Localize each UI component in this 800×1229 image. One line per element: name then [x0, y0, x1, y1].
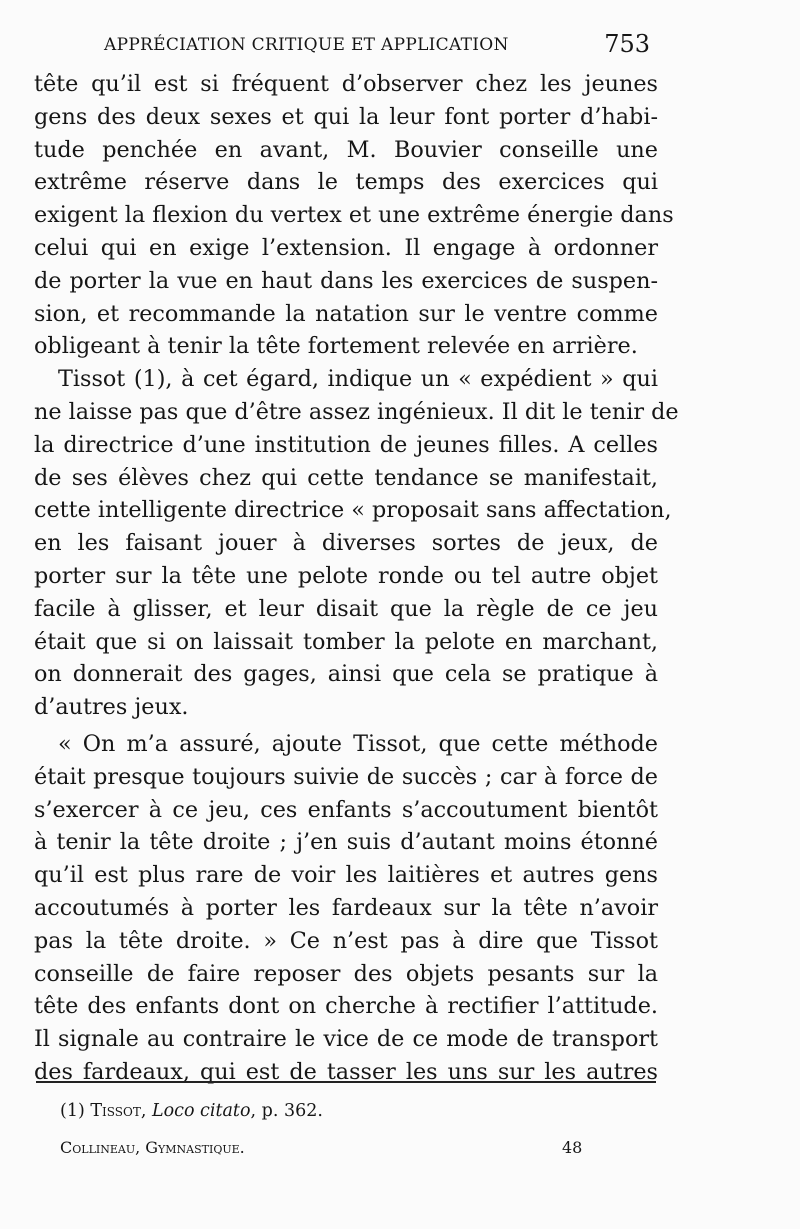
text-line: tête qu’il est si fréquent d’observer chez les jeunes: [34, 71, 658, 97]
text-line: était presque toujours suivie de succès ; car à force de: [34, 763, 658, 790]
sheet-number: 48: [562, 1138, 583, 1157]
text-line: s’exercer à ce jeu, ces enfants s’accoutument bientôt: [34, 796, 658, 823]
text-line: en les faisant jouer à diverses sortes de jeux, de: [34, 530, 658, 557]
text-line: d’autres jeux.: [34, 694, 189, 721]
text-line: pas la tête droite. » Ce n’est pas à dire que Tissot: [34, 927, 658, 954]
text-line: Il signale au contraire le vice de ce mode de transport: [34, 1026, 658, 1053]
running-title: APPRÉCIATION CRITIQUE ET APPLICATION: [104, 35, 509, 55]
printer-signature: Collineau, Gymnastique.: [60, 1138, 245, 1157]
footnote-page: , p. 362.: [250, 1101, 323, 1121]
text-line: des fardeaux, qui est de tasser les uns sur les autres: [34, 1058, 658, 1085]
footnote-marker: (1): [60, 1101, 91, 1121]
text-line: de porter la vue en haut dans les exercices de suspen-: [34, 267, 658, 294]
paragraph-first-line: Tissot (1), à cet égard, indique un « expédient » qui: [58, 366, 658, 393]
text-line: on donnerait des gages, ainsi que cela se pratique à: [34, 661, 658, 688]
text-line: facile à glisser, et leur disait que la règle de ce jeu: [34, 595, 658, 622]
body-text: [34, 68, 679, 1089]
text-line: celui qui en exige l’extension. Il engage à ordonner: [34, 234, 658, 261]
page-number: 753: [604, 30, 650, 58]
text-line: la directrice d’une institution de jeunes filles. A celles: [34, 431, 658, 458]
text-line: cette intelligente directrice « proposait sans affectation,: [34, 497, 672, 524]
footnote-author: Tissot: [90, 1101, 141, 1121]
text-line: obligeant à tenir la tête fortement relevée en arrière.: [34, 333, 638, 360]
text-line: extrême réserve dans le temps des exercices qui: [34, 169, 658, 196]
text-line: de ses élèves chez qui cette tendance se manifestait,: [34, 464, 658, 491]
paragraph-first-line: « On m’a assuré, ajoute Tissot, que cette méthode: [58, 730, 658, 757]
text-line: exigent la flexion du vertex et une extrême énergie dans: [34, 202, 674, 229]
text-line: gens des deux sexes et qui la leur font porter d’habi-: [34, 103, 658, 130]
running-head: [36, 30, 650, 62]
text-line: à tenir la tête droite ; j’en suis d’autant moins étonné: [34, 829, 658, 856]
text-line: était que si on laissait tomber la pelote en marchant,: [34, 628, 658, 655]
text-line: tête des enfants dont on cherche à rectifier l’attitude.: [34, 993, 658, 1020]
footnote-work: Loco citato: [152, 1101, 251, 1121]
text-line: ne laisse pas que d’être assez ingénieux. Il dit le tenir de: [34, 398, 679, 425]
footnote: [60, 1101, 323, 1121]
text-line: sion, et recommande la natation sur le ventre comme: [34, 300, 658, 327]
text-line: porter sur la tête une pelote ronde ou tel autre objet: [34, 562, 658, 589]
text-line: qu’il est plus rare de voir les laitières et autres gens: [34, 862, 658, 889]
footnote-separator: ,: [140, 1101, 152, 1121]
footnote-rule: [36, 1081, 656, 1083]
text-line: conseille de faire reposer des objets pesants sur la: [34, 960, 658, 987]
text-line: tude penchée en avant, M. Bouvier conseille une: [34, 136, 658, 163]
text-line: accoutumés à porter les fardeaux sur la tête n’avoir: [34, 894, 658, 921]
